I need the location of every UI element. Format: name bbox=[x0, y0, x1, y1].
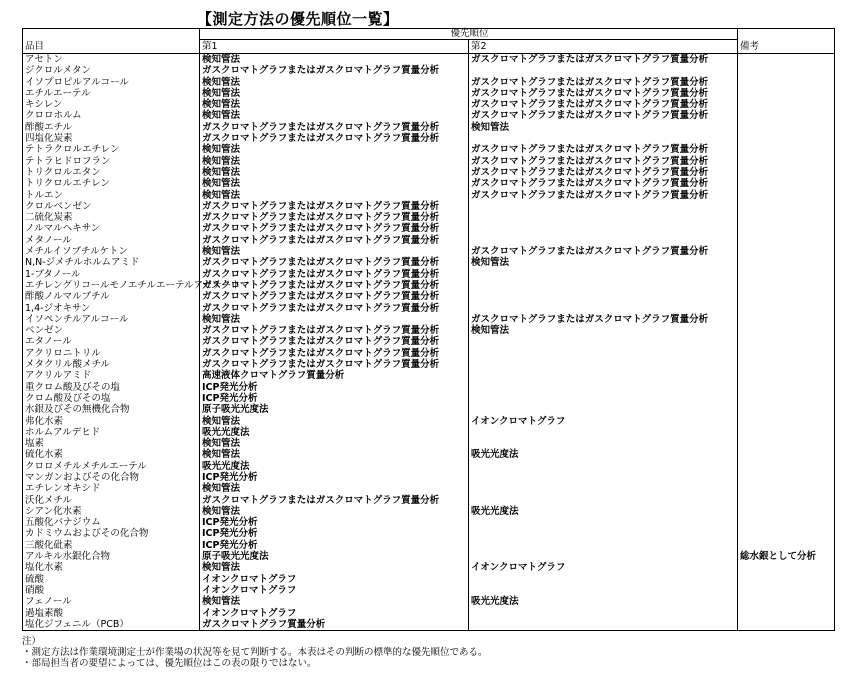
second-priority-cell: ガスクロマトグラフまたはガスクロマトグラフ質量分析 bbox=[469, 144, 738, 155]
item-cell: 二硫化炭素 bbox=[23, 212, 200, 223]
header-row-2 bbox=[23, 40, 835, 54]
remarks-cell bbox=[738, 178, 835, 189]
remarks-cell bbox=[738, 449, 835, 460]
item-cell: ジクロルメタン bbox=[23, 65, 200, 76]
item-cell: シアン化水素 bbox=[23, 506, 200, 517]
first-priority-cell: 検知管法 bbox=[200, 54, 469, 66]
first-priority-cell: ICP発光分析 bbox=[200, 540, 469, 551]
second-priority-cell bbox=[469, 393, 738, 404]
table-row bbox=[23, 585, 835, 596]
item-cell: キシレン bbox=[23, 99, 200, 110]
item-cell: クロロホルム bbox=[23, 110, 200, 121]
remarks-cell bbox=[738, 438, 835, 449]
second-priority-cell bbox=[469, 303, 738, 314]
first-priority-cell: ICP発光分析 bbox=[200, 472, 469, 483]
first-priority-cell: ガスクロマトグラフまたはガスクロマトグラフ質量分析 bbox=[200, 495, 469, 506]
first-priority-cell: 検知管法 bbox=[200, 562, 469, 573]
remarks-cell bbox=[738, 65, 835, 76]
first-priority-cell: 検知管法 bbox=[200, 190, 469, 201]
second-priority-cell bbox=[469, 540, 738, 551]
second-priority-cell: イオンクロマトグラフ bbox=[469, 562, 738, 573]
remarks-cell bbox=[738, 99, 835, 110]
second-priority-cell bbox=[469, 585, 738, 596]
item-cell: メチルイソブチルケトン bbox=[23, 246, 200, 257]
item-cell: トリクロルエタン bbox=[23, 167, 200, 178]
table-row bbox=[23, 314, 835, 325]
item-cell: 酢酸エチル bbox=[23, 122, 200, 133]
table-row bbox=[23, 495, 835, 506]
second-priority-cell bbox=[469, 201, 738, 212]
remarks-cell bbox=[738, 167, 835, 178]
first-priority-cell: ICP発光分析 bbox=[200, 528, 469, 539]
first-priority-cell: 検知管法 bbox=[200, 167, 469, 178]
table-row bbox=[23, 303, 835, 314]
first-priority-cell: 検知管法 bbox=[200, 438, 469, 449]
second-priority-cell bbox=[469, 336, 738, 347]
second-priority-cell: ガスクロマトグラフまたはガスクロマトグラフ質量分析 bbox=[469, 178, 738, 189]
second-priority-cell bbox=[469, 438, 738, 449]
remarks-cell bbox=[738, 562, 835, 573]
table-row bbox=[23, 190, 835, 201]
table-row bbox=[23, 99, 835, 110]
item-cell: 塩素 bbox=[23, 438, 200, 449]
table-row bbox=[23, 619, 835, 631]
remarks-cell bbox=[738, 619, 835, 631]
second-priority-cell bbox=[469, 291, 738, 302]
item-cell: 1,4-ジオキサン bbox=[23, 303, 200, 314]
second-priority-cell bbox=[469, 359, 738, 370]
first-priority-cell: 検知管法 bbox=[200, 506, 469, 517]
item-cell: ホルムアルデヒド bbox=[23, 427, 200, 438]
first-priority-cell: ガスクロマトグラフまたはガスクロマトグラフ質量分析 bbox=[200, 235, 469, 246]
item-cell: 水銀及びその無機化合物 bbox=[23, 404, 200, 415]
first-priority-cell: ガスクロマトグラフまたはガスクロマトグラフ質量分析 bbox=[200, 223, 469, 234]
table-row bbox=[23, 574, 835, 585]
item-cell: メタノール bbox=[23, 235, 200, 246]
item-cell: 硫酸 bbox=[23, 574, 200, 585]
first-priority-cell: ガスクロマトグラフまたはガスクロマトグラフ質量分析 bbox=[200, 348, 469, 359]
item-cell: 五酸化バナジウム bbox=[23, 517, 200, 528]
first-priority-cell: ガスクロマトグラフまたはガスクロマトグラフ質量分析 bbox=[200, 325, 469, 336]
table-row bbox=[23, 223, 835, 234]
item-header: 品目 bbox=[23, 40, 200, 54]
remarks-cell bbox=[738, 314, 835, 325]
item-cell: トリクロルエチレン bbox=[23, 178, 200, 189]
remarks-cell bbox=[738, 506, 835, 517]
second-priority-cell bbox=[469, 483, 738, 494]
item-cell: テトラヒドロフラン bbox=[23, 156, 200, 167]
item-cell: 弗化水素 bbox=[23, 416, 200, 427]
remarks-cell bbox=[738, 472, 835, 483]
second-priority-cell bbox=[469, 212, 738, 223]
item-cell: トルエン bbox=[23, 190, 200, 201]
item-cell: アクリルアミド bbox=[23, 370, 200, 381]
table-row bbox=[23, 280, 835, 291]
item-cell: クロロメチルメチルエーテル bbox=[23, 461, 200, 472]
second-priority-cell: 吸光光度法 bbox=[469, 596, 738, 607]
item-cell: 硝酸 bbox=[23, 585, 200, 596]
table-row bbox=[23, 325, 835, 336]
second-priority-cell: 検知管法 bbox=[469, 325, 738, 336]
table-row bbox=[23, 77, 835, 88]
second-priority-cell bbox=[469, 65, 738, 76]
remarks-cell bbox=[738, 77, 835, 88]
remarks-cell bbox=[738, 201, 835, 212]
first-priority-cell: ガスクロマトグラフまたはガスクロマトグラフ質量分析 bbox=[200, 359, 469, 370]
remarks-cell bbox=[738, 133, 835, 144]
table-row bbox=[23, 483, 835, 494]
notes bbox=[22, 636, 488, 669]
item-cell: イソプロピルアルコール bbox=[23, 77, 200, 88]
first-priority-cell: 検知管法 bbox=[200, 110, 469, 121]
table-row bbox=[23, 144, 835, 155]
table-row bbox=[23, 167, 835, 178]
item-cell: メタクリル酸メチル bbox=[23, 359, 200, 370]
first-priority-cell: ガスクロマトグラフまたはガスクロマトグラフ質量分析 bbox=[200, 133, 469, 144]
table-row bbox=[23, 65, 835, 76]
table-row bbox=[23, 201, 835, 212]
table-row bbox=[23, 596, 835, 607]
first-priority-cell: イオンクロマトグラフ bbox=[200, 608, 469, 619]
second-priority-cell: ガスクロマトグラフまたはガスクロマトグラフ質量分析 bbox=[469, 88, 738, 99]
table-row bbox=[23, 348, 835, 359]
table-row bbox=[23, 257, 835, 268]
page-title: 【測定方法の優先順位一覧】 bbox=[197, 10, 399, 28]
priority-header: 優先順位 bbox=[200, 29, 738, 40]
remarks-cell bbox=[738, 291, 835, 302]
item-cell: 塩化水素 bbox=[23, 562, 200, 573]
remarks-cell bbox=[738, 246, 835, 257]
table-row bbox=[23, 235, 835, 246]
table-row bbox=[23, 427, 835, 438]
second-priority-cell bbox=[469, 370, 738, 381]
table-row bbox=[23, 608, 835, 619]
second-priority-cell bbox=[469, 517, 738, 528]
second-priority-cell bbox=[469, 133, 738, 144]
second-priority-cell bbox=[469, 461, 738, 472]
remarks-cell bbox=[738, 359, 835, 370]
first-priority-cell: イオンクロマトグラフ bbox=[200, 574, 469, 585]
remarks-cell bbox=[738, 416, 835, 427]
first-header: 第1 bbox=[200, 40, 469, 54]
table-row bbox=[23, 562, 835, 573]
first-priority-cell: 検知管法 bbox=[200, 88, 469, 99]
table-row bbox=[23, 178, 835, 189]
second-priority-cell bbox=[469, 619, 738, 631]
remarks-cell bbox=[738, 269, 835, 280]
item-cell: N,N-ジメチルホルムアミド bbox=[23, 257, 200, 268]
table-row bbox=[23, 122, 835, 133]
first-priority-cell: 検知管法 bbox=[200, 144, 469, 155]
remarks-cell bbox=[738, 608, 835, 619]
remarks-cell bbox=[738, 223, 835, 234]
remarks-cell bbox=[738, 517, 835, 528]
first-priority-cell: ICP発光分析 bbox=[200, 382, 469, 393]
remarks-header: 備考 bbox=[738, 40, 835, 54]
second-priority-cell: ガスクロマトグラフまたはガスクロマトグラフ質量分析 bbox=[469, 156, 738, 167]
remark-cell: 総水銀として分析 bbox=[738, 551, 835, 562]
table-row bbox=[23, 404, 835, 415]
second-priority-cell bbox=[469, 280, 738, 291]
remarks-cell bbox=[738, 540, 835, 551]
second-priority-cell: ガスクロマトグラフまたはガスクロマトグラフ質量分析 bbox=[469, 99, 738, 110]
item-cell: ノルマルヘキサン bbox=[23, 223, 200, 234]
item-cell: マンガンおよびその化合物 bbox=[23, 472, 200, 483]
remarks-cell bbox=[738, 280, 835, 291]
first-priority-cell: 検知管法 bbox=[200, 77, 469, 88]
remarks-cell bbox=[738, 325, 835, 336]
item-cell: 1-ブタノール bbox=[23, 269, 200, 280]
table-row bbox=[23, 88, 835, 99]
second-priority-cell: 吸光光度法 bbox=[469, 449, 738, 460]
second-priority-cell bbox=[469, 382, 738, 393]
second-priority-cell bbox=[469, 472, 738, 483]
table-row bbox=[23, 540, 835, 551]
second-priority-cell bbox=[469, 551, 738, 562]
item-cell: 過塩素酸 bbox=[23, 608, 200, 619]
remarks-cell bbox=[738, 54, 835, 66]
note-line-2: ・部局担当者の要望によっては、優先順位はこの表の限りではない。 bbox=[22, 658, 317, 669]
priority-table bbox=[22, 28, 835, 631]
remarks-cell bbox=[738, 427, 835, 438]
second-header: 第2 bbox=[469, 40, 738, 54]
remarks-cell bbox=[738, 348, 835, 359]
second-priority-cell: 検知管法 bbox=[469, 257, 738, 268]
remarks-cell bbox=[738, 585, 835, 596]
remarks-cell bbox=[738, 156, 835, 167]
first-priority-cell: ガスクロマトグラフまたはガスクロマトグラフ質量分析 bbox=[200, 291, 469, 302]
remarks-cell bbox=[738, 88, 835, 99]
table-row bbox=[23, 269, 835, 280]
table-row bbox=[23, 382, 835, 393]
remarks-cell bbox=[738, 144, 835, 155]
item-cell: 三酸化砒素 bbox=[23, 540, 200, 551]
first-priority-cell: 原子吸光光度法 bbox=[200, 404, 469, 415]
table-row bbox=[23, 212, 835, 223]
first-priority-cell: 検知管法 bbox=[200, 246, 469, 257]
second-priority-cell bbox=[469, 269, 738, 280]
first-priority-cell: ガスクロマトグラフまたはガスクロマトグラフ質量分析 bbox=[200, 336, 469, 347]
item-cell: フェノール bbox=[23, 596, 200, 607]
item-cell: 酢酸ノルマルブチル bbox=[23, 291, 200, 302]
first-priority-cell: 検知管法 bbox=[200, 483, 469, 494]
remarks-cell bbox=[738, 393, 835, 404]
item-cell: クロルベンゼン bbox=[23, 201, 200, 212]
table-row bbox=[23, 110, 835, 121]
remarks-cell bbox=[738, 596, 835, 607]
item-cell: 硫化水素 bbox=[23, 449, 200, 460]
item-cell: カドミウムおよびその化合物 bbox=[23, 528, 200, 539]
remarks-cell bbox=[738, 461, 835, 472]
notes-heading: 注） bbox=[22, 636, 42, 647]
second-priority-cell bbox=[469, 348, 738, 359]
remarks-cell bbox=[738, 257, 835, 268]
table-row bbox=[23, 291, 835, 302]
item-cell: クロム酸及びその塩 bbox=[23, 393, 200, 404]
second-priority-cell bbox=[469, 235, 738, 246]
note-line-1: ・測定方法は作業環境測定士が作業場の状況等を見て判断する。本表はその判断の標準的な優先順位である。 bbox=[22, 647, 488, 658]
first-priority-cell: ガスクロマトグラフ質量分析 bbox=[200, 619, 469, 631]
second-priority-cell bbox=[469, 574, 738, 585]
first-priority-cell: ガスクロマトグラフまたはガスクロマトグラフ質量分析 bbox=[200, 303, 469, 314]
second-priority-cell: ガスクロマトグラフまたはガスクロマトグラフ質量分析 bbox=[469, 54, 738, 66]
item-cell: アセトン bbox=[23, 54, 200, 66]
second-priority-cell: ガスクロマトグラフまたはガスクロマトグラフ質量分析 bbox=[469, 314, 738, 325]
remarks-cell bbox=[738, 370, 835, 381]
first-priority-cell: 検知管法 bbox=[200, 596, 469, 607]
first-priority-cell: 検知管法 bbox=[200, 449, 469, 460]
first-priority-cell: 検知管法 bbox=[200, 314, 469, 325]
item-cell: ベンゼン bbox=[23, 325, 200, 336]
item-cell: 塩化ジフェニル（PCB） bbox=[23, 619, 200, 631]
first-priority-cell: 検知管法 bbox=[200, 178, 469, 189]
first-priority-cell: ICP発光分析 bbox=[200, 517, 469, 528]
table-row bbox=[23, 517, 835, 528]
item-cell: エチレングリコールモノエチルエーテルアセテート bbox=[23, 280, 200, 291]
table-row bbox=[23, 133, 835, 144]
remarks-cell bbox=[738, 122, 835, 133]
second-priority-cell: ガスクロマトグラフまたはガスクロマトグラフ質量分析 bbox=[469, 110, 738, 121]
second-priority-cell bbox=[469, 495, 738, 506]
table-row bbox=[23, 449, 835, 460]
second-priority-cell: 検知管法 bbox=[469, 122, 738, 133]
second-priority-cell bbox=[469, 223, 738, 234]
table-row bbox=[23, 54, 835, 66]
first-priority-cell: 原子吸光光度法 bbox=[200, 551, 469, 562]
first-priority-cell: ガスクロマトグラフまたはガスクロマトグラフ質量分析 bbox=[200, 201, 469, 212]
table-row bbox=[23, 416, 835, 427]
table-row bbox=[23, 438, 835, 449]
first-priority-cell: ガスクロマトグラフまたはガスクロマトグラフ質量分析 bbox=[200, 65, 469, 76]
remarks-cell bbox=[738, 483, 835, 494]
first-priority-cell: 検知管法 bbox=[200, 99, 469, 110]
table-row bbox=[23, 461, 835, 472]
remarks-cell bbox=[738, 303, 835, 314]
remarks-cell bbox=[738, 336, 835, 347]
remarks-cell bbox=[738, 235, 835, 246]
second-priority-cell bbox=[469, 404, 738, 415]
table-row bbox=[23, 393, 835, 404]
remarks-cell bbox=[738, 528, 835, 539]
item-cell: アクリロニトリル bbox=[23, 348, 200, 359]
item-cell: テトラクロルエチレン bbox=[23, 144, 200, 155]
first-priority-cell: ガスクロマトグラフまたはガスクロマトグラフ質量分析 bbox=[200, 280, 469, 291]
remarks-cell bbox=[738, 212, 835, 223]
item-cell: エタノール bbox=[23, 336, 200, 347]
table-row bbox=[23, 359, 835, 370]
second-priority-cell bbox=[469, 528, 738, 539]
second-priority-cell: ガスクロマトグラフまたはガスクロマトグラフ質量分析 bbox=[469, 167, 738, 178]
remarks-cell bbox=[738, 110, 835, 121]
table-row bbox=[23, 156, 835, 167]
first-priority-cell: イオンクロマトグラフ bbox=[200, 585, 469, 596]
first-priority-cell: ガスクロマトグラフまたはガスクロマトグラフ質量分析 bbox=[200, 122, 469, 133]
first-priority-cell: ガスクロマトグラフまたはガスクロマトグラフ質量分析 bbox=[200, 269, 469, 280]
table-row bbox=[23, 336, 835, 347]
item-cell: 沃化メチル bbox=[23, 495, 200, 506]
item-cell: エチルエーテル bbox=[23, 88, 200, 99]
second-priority-cell: 吸光光度法 bbox=[469, 506, 738, 517]
item-cell: エチレンオキシド bbox=[23, 483, 200, 494]
second-priority-cell: ガスクロマトグラフまたはガスクロマトグラフ質量分析 bbox=[469, 190, 738, 201]
remarks-cell bbox=[738, 574, 835, 585]
header-row-1 bbox=[23, 29, 835, 40]
table-row bbox=[23, 472, 835, 483]
table-row bbox=[23, 370, 835, 381]
table-row bbox=[23, 551, 835, 562]
first-priority-cell: ICP発光分析 bbox=[200, 393, 469, 404]
table-row bbox=[23, 506, 835, 517]
item-cell: 重クロム酸及びその塩 bbox=[23, 382, 200, 393]
first-priority-cell: 検知管法 bbox=[200, 156, 469, 167]
first-priority-cell: ガスクロマトグラフまたはガスクロマトグラフ質量分析 bbox=[200, 212, 469, 223]
first-priority-cell: 吸光光度法 bbox=[200, 427, 469, 438]
second-priority-cell: イオンクロマトグラフ bbox=[469, 416, 738, 427]
remarks-cell bbox=[738, 190, 835, 201]
remarks-cell bbox=[738, 495, 835, 506]
first-priority-cell: ガスクロマトグラフまたはガスクロマトグラフ質量分析 bbox=[200, 257, 469, 268]
item-cell: アルキル水銀化合物 bbox=[23, 551, 200, 562]
table-row bbox=[23, 528, 835, 539]
first-priority-cell: 高速液体クロマトグラフ質量分析 bbox=[200, 370, 469, 381]
remarks-cell bbox=[738, 404, 835, 415]
item-cell: イソペンチルアルコール bbox=[23, 314, 200, 325]
first-priority-cell: 検知管法 bbox=[200, 416, 469, 427]
second-priority-cell: ガスクロマトグラフまたはガスクロマトグラフ質量分析 bbox=[469, 77, 738, 88]
table-row bbox=[23, 246, 835, 257]
item-cell: 四塩化炭素 bbox=[23, 133, 200, 144]
second-priority-cell bbox=[469, 608, 738, 619]
second-priority-cell: ガスクロマトグラフまたはガスクロマトグラフ質量分析 bbox=[469, 246, 738, 257]
remarks-cell bbox=[738, 382, 835, 393]
first-priority-cell: 吸光光度法 bbox=[200, 461, 469, 472]
second-priority-cell bbox=[469, 427, 738, 438]
